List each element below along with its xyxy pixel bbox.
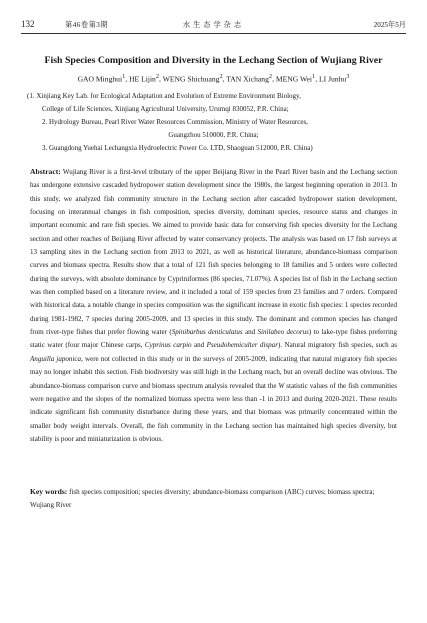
- species-name: Spinibarbus denticulatus: [171, 328, 243, 337]
- abstract-text: Wujiang River is a first-level tributary of the upper Beijiang River in the Pearl River basin and the Lechang section has undergone extensive cascaded hydropower station development since the 1980s, the largest beginning operation in 2013. In this study, we analyzed fish community structure in the Lechang section after cascaded hydropower station development, focusing on interannual changes in fish composition, species diversity, dominant species, resource status and changes in important economic and rare fish species. We aimed to provide basic data for conserving fish species diversity for the Lechang section and other reaches of Beijiang River affected by water conservancy projects. The analysis was based on 17 fish surveys at 13 sampling sites in the Lechang section from 2013 to 2021, as well as historical literature, abundance-biomass comparison curves and biomass spectra. Results show that a total of 121 fish species belonging to 18 families and 5 orders were collected during the surveys, with absolute dominance by Cypriniformes (86 species, 71.07%). A species list of fish in the Lechang section was then complied based on a literature review, and it included a total of 159 species from 23 families and 7 orders. Compared with historical data, a notable change in species composition was the significant increase in exotic fish species: 1 species recorded during 1981-1982, 7 species during 2005-2009, and 13 species in this study. The dominant and common species has changed from river-type fishes that prefer flowing water (: [30, 168, 397, 337]
- author-affiliation-mark: 1: [312, 73, 316, 80]
- volume-issue: 第46卷第3期: [65, 21, 109, 29]
- statistic-symbol: W: [278, 381, 285, 390]
- author-name: HE Lijin: [129, 74, 156, 84]
- author-affiliation-mark: 3: [346, 73, 350, 80]
- page-number: 132: [21, 19, 35, 29]
- species-name: Cyprinus carpio: [144, 341, 192, 350]
- species-name: Anguilla japonica: [30, 354, 82, 363]
- affiliations: [27, 90, 400, 155]
- author-name: WENG Shichuang: [162, 74, 220, 84]
- author-affiliation-mark: 2: [219, 73, 223, 80]
- affiliation-3-line-1: 3. Guangdong Yuehai Lechangxia Hydroelectric Power Co. LTD, Shaoguan 512000, P.R. China): [42, 144, 313, 152]
- affiliation-2-line-2: Guangzhou 510000, P.R. China;: [168, 131, 259, 139]
- running-head: [21, 19, 406, 31]
- author-affiliation-mark: 2: [268, 73, 273, 80]
- abstract-text: statistic values of the fish communities were negative and the slopes of the normalized biomass spectra were less than -1 in 2013 and during 2020-2021. These results indicate significant fish community disturbance during these years, and that biomass was primarily concentrated within the smaller body weight intervals. Overall, the fish community in the Lechang section has maintained high species diversity, but stability is poor and miniaturization is obvious.: [30, 381, 397, 443]
- abstract-text: and: [191, 341, 207, 350]
- paper-title: Fish Species Composition and Diversity in the Lechang Section of Wujiang River: [44, 55, 383, 66]
- abstract-text: and: [242, 328, 258, 337]
- keywords-label: Key words:: [30, 487, 68, 496]
- species-name: Pseudohemiculter dispar: [206, 341, 278, 350]
- keywords: [30, 485, 397, 513]
- author-name: LI Junhu: [319, 74, 347, 84]
- abstract-text: , were not collected in this study or in the surveys of 2005-2009, indicating that natural migratory fish species may no longer inhabit this section. Fish biodiversity was still high in the Lechang reach, but an overall decline was obvious. The abundance-biomass comparison curve and biomass spectrum analysis revealed that the: [30, 354, 397, 390]
- affiliation-2-line-1: 2. Hydrology Bureau, Pearl River Water Resources Commission, Ministry of Water Resources,: [42, 118, 308, 126]
- author-list: GAO Minghui$^1$, HE Lijin$^2$, WENG Shichuang$^2$, TAN Xichang$^2$, MENG Wei$^1$, LI Junhu$^3$: [77, 73, 350, 84]
- abstract: [30, 165, 397, 446]
- species-name: Sinilabeo decorus: [257, 328, 309, 337]
- affiliation-1-line-1: (1. Xinjiang Key Lab. for Ecological Adaptation and Evolution of Extreme Environment Biology,: [27, 92, 301, 100]
- affiliation-1-line-2: College of Life Sciences, Xinjiang Agricultural University, Urumqi 830052, P.R. China;: [42, 105, 289, 113]
- keywords-text: fish species composition; species diversity; abundance-biomass comparison (ABC) curves; biomass spectra; Wujiang River: [30, 488, 375, 510]
- author-name: GAO Minghui: [77, 74, 123, 84]
- author-name: MENG Wei: [275, 74, 313, 84]
- abstract-text: ). Natural migratory fish species, such as: [277, 341, 397, 350]
- author-name: TAN Xichang: [226, 74, 269, 84]
- author-affiliation-mark: 1: [122, 73, 126, 80]
- abstract-text: ) to lake-type fishes preferring static water (four major Chinese carps,: [30, 328, 397, 350]
- header-rule: [21, 33, 406, 34]
- journal-name: 水生态学杂志: [182, 21, 245, 29]
- issue-date: 2025年5月: [373, 21, 406, 29]
- author-affiliation-mark: 2: [155, 73, 160, 80]
- abstract-label: Abstract:: [30, 167, 61, 176]
